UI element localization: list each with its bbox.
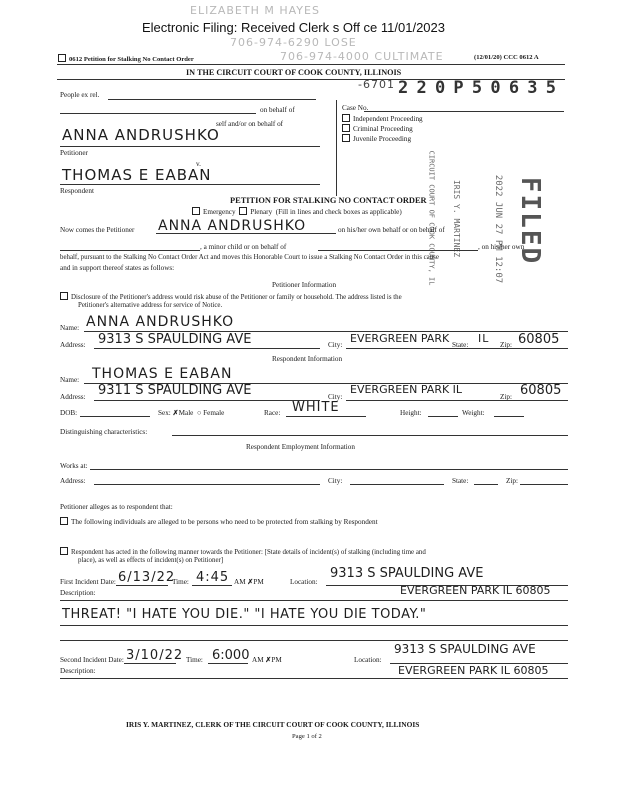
- court-title: IN THE CIRCUIT COURT OF COOK COUNTY, ILLINOIS: [186, 68, 402, 77]
- vs-mark: v.: [196, 160, 201, 168]
- checkbox[interactable]: [342, 124, 350, 132]
- first-time-value: 4:45: [196, 570, 230, 585]
- desc-line-2: [60, 625, 568, 626]
- body-line-2: and in support thereof states as follows:: [60, 264, 175, 272]
- race-label: Race:: [264, 409, 281, 417]
- form-id-left: [58, 54, 194, 64]
- plenary-label: Plenary: [250, 208, 273, 216]
- male-label: Male: [178, 409, 194, 417]
- resp-address-label: Address:: [60, 393, 86, 401]
- pet-address-value: 9313 S SPAULDING AVE: [98, 332, 252, 347]
- pet-address-label: Address:: [60, 341, 86, 349]
- filed-clerk: IRIS Y. MARTINEZ: [452, 179, 462, 258]
- disclosure-row: [60, 292, 570, 302]
- first-pm[interactable]: PM: [253, 578, 264, 586]
- emp-address-label: Address:: [60, 477, 86, 485]
- dob-line: [80, 416, 150, 417]
- minor-line: [60, 250, 200, 251]
- sex-label: Sex:: [158, 409, 171, 417]
- second-time-value: 6:000: [212, 648, 250, 663]
- header-rule: [57, 64, 565, 65]
- desc-line-1: [60, 600, 568, 601]
- form-id-left-text: 0612 Petition for Stalking No Contact Order: [69, 56, 194, 63]
- case-number: 2 2 0 P 5 0 6 3 5: [398, 78, 555, 98]
- first-date-line: [116, 585, 168, 586]
- female-option[interactable]: ○: [196, 409, 202, 417]
- case-no-line: [364, 111, 564, 112]
- now-comes-line: [156, 233, 336, 234]
- pet-city-value: EVERGREEN PARK: [350, 332, 450, 345]
- distinguishing-label: Distinguishing characteristics:: [60, 428, 148, 436]
- second-pm-mark[interactable]: ✗: [265, 656, 272, 664]
- resp-zip-label: Zip:: [500, 393, 512, 401]
- filed-date: 2022 JUN 27 PM 12:07: [493, 174, 504, 284]
- disclosure-checkbox[interactable]: [60, 292, 68, 300]
- first-pm-mark[interactable]: ✗: [247, 578, 254, 586]
- first-am[interactable]: AM: [234, 578, 246, 586]
- resp-city-value: EVERGREEN PARK IL: [350, 383, 463, 396]
- height-line: [428, 416, 458, 417]
- footer-clerk: IRIS Y. MARTINEZ, CLERK OF THE CIRCUIT COURT OF COOK COUNTY, ILLINOIS: [126, 720, 420, 729]
- pet-zip-value: 60805: [518, 332, 560, 347]
- pet-city-label: City:: [328, 341, 343, 349]
- plenary-checkbox[interactable]: [239, 207, 247, 215]
- case-option-juvenile[interactable]: [342, 134, 411, 143]
- pet-zip-label: Zip:: [500, 341, 512, 349]
- emergency-label: Emergency: [203, 208, 236, 216]
- male-option[interactable]: ✗: [172, 409, 179, 417]
- sex-row: [158, 409, 224, 417]
- disclosure-text-2: Petitioner's alternative address for service of Notice.: [78, 302, 223, 309]
- first-time-line: [192, 585, 232, 586]
- protected-row: [60, 517, 378, 526]
- filed-court: CIRCUIT COURT OF COOK COUNTY, IL: [427, 150, 436, 286]
- pet-state-label: State:: [452, 341, 469, 349]
- second-location-1: 9313 S SPAULDING AVE: [394, 642, 536, 656]
- second-location-label: Location:: [354, 656, 382, 664]
- header-scribble-1: ELIZABETH M HAYES: [190, 4, 320, 17]
- pet-name-value: ANNA ANDRUSHKO: [86, 314, 235, 330]
- first-date-label: First Incident Date:: [60, 578, 116, 586]
- option-label: Juvenile Proceeding: [353, 135, 412, 143]
- header-scribble-2: 706-974-6290 LOSE: [230, 36, 357, 49]
- acted-text-2: place), as well as effects of incident(s) on Petitioner]: [78, 557, 224, 564]
- petitioner-name-handwritten: ANNA ANDRUSHKO: [62, 126, 220, 144]
- weight-line: [494, 416, 524, 417]
- second-date-line: [124, 663, 176, 664]
- resp-name-value: THOMAS E EABAN: [92, 366, 233, 382]
- first-location-1: 9313 S SPAULDING AVE: [330, 566, 484, 581]
- his-her-own: , on his/her own: [478, 243, 525, 251]
- female-label: Female: [203, 409, 225, 417]
- first-ampm: [234, 578, 264, 586]
- header-scribble-3: 706-974-4000 CULTIMATE: [280, 50, 444, 63]
- resp-zip-value: 60805: [520, 383, 562, 398]
- petition-title: PETITION FOR STALKING NO CONTACT ORDER: [230, 196, 427, 205]
- pet-address-line: [94, 348, 320, 349]
- first-description: THREAT! "I HATE YOU DIE." "I HATE YOU DIE TODAY.": [62, 607, 427, 622]
- protected-checkbox[interactable]: [60, 517, 68, 525]
- now-comes-petitioner: ANNA ANDRUSHKO: [158, 218, 307, 234]
- form-checkbox: [58, 54, 66, 62]
- resp-city-line: [346, 400, 568, 401]
- form-id-right: (12/01/20) CCC 0612 A: [474, 54, 539, 61]
- pet-state-value: IL: [478, 332, 490, 345]
- self-and-or: self and/or on behalf of: [216, 120, 284, 128]
- fill-note: (Fill in lines and check boxes as applicable): [275, 208, 402, 216]
- description-label-1: Description:: [60, 589, 96, 597]
- first-location-label: Location:: [290, 578, 318, 586]
- emp-zip-line: [520, 484, 568, 485]
- option-label: Independent Proceeding: [353, 115, 423, 123]
- dob-label: DOB:: [60, 409, 78, 417]
- checkbox[interactable]: [342, 114, 350, 122]
- pet-city-line: [346, 348, 568, 349]
- resp-name-label: Name:: [60, 376, 80, 384]
- case-option-independent[interactable]: [342, 114, 423, 123]
- second-pm[interactable]: PM: [271, 656, 282, 664]
- resp-address-line: [94, 400, 320, 401]
- emergency-checkbox[interactable]: [192, 207, 200, 215]
- on-behalf-of: on behalf of: [260, 106, 295, 114]
- emp-city-label: City:: [328, 477, 343, 485]
- pet-name-label: Name:: [60, 324, 80, 332]
- protected-text: The following individuals are alleged to be persons who need to be protected from stalking by Respondent: [71, 518, 378, 526]
- on-own-behalf: on his/her own behalf or on behalf of: [338, 226, 445, 234]
- respondent-name-handwritten: THOMAS E EABAN: [62, 166, 212, 184]
- second-time-label: Time:: [186, 656, 203, 664]
- respondent-label: Respondent: [60, 187, 94, 195]
- distinguishing-line: [172, 435, 568, 436]
- first-location-2: EVERGREEN PARK IL 60805: [400, 584, 551, 597]
- height-label: Height:: [400, 409, 422, 417]
- case-divider: [336, 100, 337, 196]
- emp-state-line: [474, 484, 498, 485]
- first-time-label: Time:: [172, 578, 189, 586]
- emp-city-line: [350, 484, 444, 485]
- second-location-2: EVERGREEN PARK IL 60805: [398, 664, 549, 677]
- race-value: WHITE: [292, 400, 340, 415]
- desc-line-3: [60, 640, 568, 641]
- first-date-value: 6/13/22: [118, 570, 176, 585]
- second-ampm: [252, 656, 282, 664]
- footer-page: Page 1 of 2: [292, 733, 322, 740]
- emp-state-label: State:: [452, 477, 469, 485]
- case-option-criminal[interactable]: [342, 124, 413, 133]
- emp-address-line: [94, 484, 320, 485]
- emp-zip-label: Zip:: [506, 477, 518, 485]
- acted-checkbox[interactable]: [60, 547, 68, 555]
- second-am[interactable]: AM: [252, 656, 264, 664]
- behalf-line: [60, 113, 256, 114]
- behalf-of-line: [318, 250, 478, 251]
- weight-label: Weight:: [462, 409, 485, 417]
- petition-type-row: [192, 207, 402, 216]
- petitioner-label: Petitioner: [60, 149, 88, 157]
- works-at-label: Works at:: [60, 462, 88, 470]
- desc2-line-1: [60, 678, 568, 679]
- works-at-line: [90, 469, 568, 470]
- efiling-banner: Electronic Filing: Received Clerk s Off ce 11/01/2023: [142, 20, 445, 35]
- disclosure-text: Disclosure of the Petitioner's address would risk abuse of the Petitioner or family or household. The address listed is the: [71, 294, 402, 301]
- acted-text: Respondent has acted in the following manner towards the Petitioner: [State details of incident(s) of stalking (including time and: [71, 549, 426, 556]
- case-prefix: -6701: [358, 78, 395, 91]
- respondent-line: [60, 184, 320, 185]
- now-comes: Now comes the Petitioner: [60, 226, 135, 234]
- minor-child: , a minor child or on behalf of: [200, 243, 287, 251]
- option-label: Criminal Proceeding: [353, 125, 413, 133]
- allegations-intro: Petitioner alleges as to respondent that:: [60, 503, 173, 511]
- resp-address-value: 9311 S SPAULDING AVE: [98, 383, 252, 398]
- case-no-label: Case No.: [342, 104, 369, 112]
- second-time-line: [208, 663, 248, 664]
- respondent-info-heading: Respondent Information: [272, 355, 343, 363]
- second-date-value: 3/10/22: [126, 648, 184, 663]
- filed-word: FILED: [515, 176, 546, 266]
- employment-heading: Respondent Employment Information: [246, 443, 355, 451]
- race-line: [286, 416, 366, 417]
- description-label-2: Description:: [60, 667, 96, 675]
- people-ex-rel: People ex rel.: [60, 91, 100, 99]
- body-line-1: behalf, pursuant to the Stalking No Contact Order Act and moves this Honorable Court to issue a Stalking No Contact Order in this cause: [60, 254, 439, 261]
- petitioner-info-heading: Petitioner Information: [272, 281, 337, 289]
- checkbox[interactable]: [342, 134, 350, 142]
- second-date-label: Second Incident Date:: [60, 656, 124, 664]
- acted-row: [60, 547, 426, 557]
- petitioner-line: [60, 146, 320, 147]
- people-line: [108, 99, 316, 100]
- resp-city-label: City:: [328, 393, 343, 401]
